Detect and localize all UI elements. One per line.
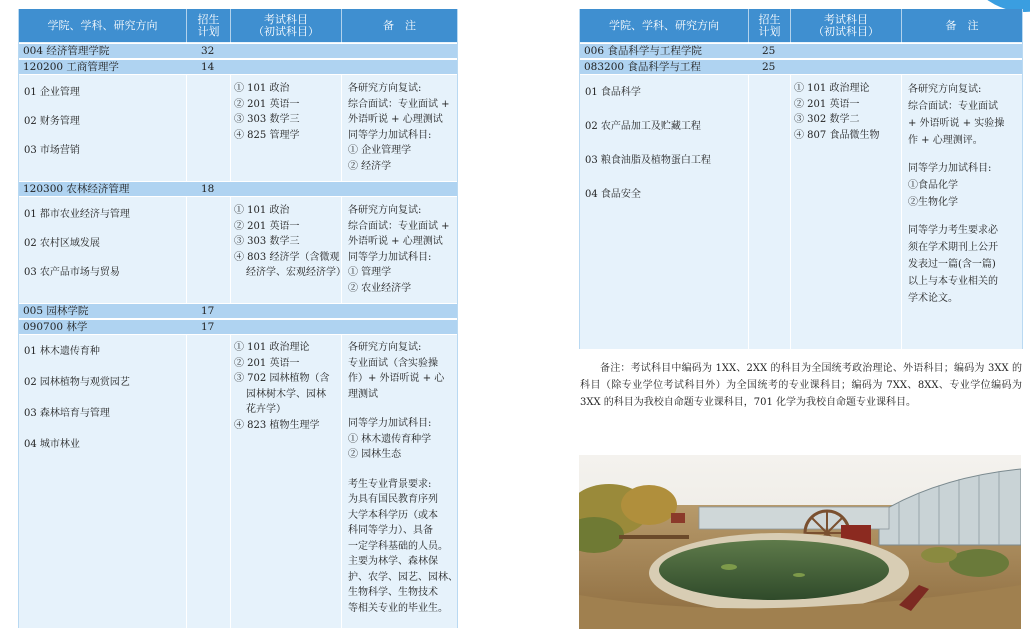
admissions-table-left [18, 9, 458, 628]
college-row: 005 园林学院 17 [19, 303, 457, 319]
list-item: 03 市场营销 [24, 145, 80, 156]
remarks: 各研究方向复试: 综合面试：专业面试 + 外语听说 + 心理测试 同等学力加试科目: ① 管理学 ② 农业经济学 [348, 205, 450, 294]
exam-subjects: ① 101 政治 ② 201 英语一 ③ 303 数学三 ④ 825 管理学 [234, 83, 300, 141]
remarks: 各研究方向复试: 专业面试（含实验操 作）+ 外语听说 + 心 理测试 同等学力加试科目: ① 林木遗传育种学 ② 园林生态 考生专业背景要求: 为具有国民教育序列 大学本科学历（或本 科同等学力）、具备 一定学科基础的人员。 主要为林学、森林保 护、农学、园艺、园林、 生物科学、生物技术 等相关专业的毕业生。 [348, 342, 458, 614]
exam-subjects: ① 101 政治理论 ② 201 英语一 ③ 302 数学二 ④ 807 食品微生物 [794, 83, 880, 141]
list-item: 04 城市林业 [24, 439, 80, 450]
college-row: 004 经济管理学院 32 [19, 43, 457, 59]
list-item: 01 食品科学 [585, 87, 641, 98]
list-item: 01 都市农业经济与管理 [24, 209, 130, 220]
college-row: 006 食品科学与工程学院 25 [580, 43, 1022, 59]
remarks: 各研究方向复试: 综合面试：专业面试 + 外语听说 + 实验操 作 + 心理测评。 同等学力加试科目: ①食品化学 ②生物化学 同等学力考生要求必 须在学术期刊上公开 发表过一篇(含一篇) 以上与本专业相关的 学术论文。 [908, 84, 1005, 304]
list-item: 04 食品安全 [585, 189, 641, 200]
campus-garden-photo [579, 455, 1021, 629]
header-plan: 招生 计划 [758, 12, 781, 38]
list-item: 03 农产品市场与贸易 [24, 267, 120, 278]
admissions-table-right [579, 9, 1023, 349]
table-header [19, 9, 457, 42]
discipline-row: 083200 食品科学与工程 25 [580, 59, 1022, 75]
header-college: 学院、学科、研究方向 [609, 18, 719, 32]
list-item: 02 农产品加工及贮藏工程 [585, 121, 701, 132]
discipline-row: 120300 农林经济管理 18 [19, 181, 457, 197]
remarks: 各研究方向复试: 综合面试：专业面试 + 外语听说 + 心理测试 同等学力加试科目: ① 企业管理学 ② 经济学 [348, 83, 450, 172]
list-item: 02 财务管理 [24, 116, 80, 127]
table-header [580, 9, 1022, 42]
header-remark: 备 注 [945, 18, 979, 32]
discipline-row: 090700 林学 17 [19, 319, 457, 335]
header-exam: 考试科目 （初试科目） [253, 12, 319, 38]
header-remark: 备 注 [383, 18, 416, 32]
header-college: 学院、学科、研究方向 [47, 18, 158, 32]
list-item: 01 林木遗传育种 [24, 346, 100, 357]
list-item: 03 粮食油脂及植物蛋白工程 [585, 155, 711, 166]
discipline-row: 120200 工商管理学 14 [19, 59, 457, 75]
footnote: 备注：考试科目中编码为 1XX、2XX 的科目为全国统考政治理论、外语科目；编码为 3XX 的科目（除专业学位考试科目外）为全国统考的专业课科目；编码为 7XX、8XX、专业学位编码为 3XX 的科目为我校自命题专业课科目，701 化学为我校自命题专业课科目。 [580, 363, 1022, 408]
exam-subjects: ① 101 政治理论 ② 201 英语一 ③ 702 园林植物（含 园林树木学、园林 花卉学） ④ 823 植物生理学 [234, 342, 330, 431]
exam-subjects: ① 101 政治 ② 201 英语一 ③ 303 数学三 ④ 803 经济学（含微观 经济学、宏观经济学） [234, 205, 346, 278]
list-item: 03 森林培育与管理 [24, 408, 110, 419]
garden-illustration [579, 455, 1021, 629]
list-item: 02 园林植物与观赏园艺 [24, 377, 130, 388]
header-exam: 考试科目 （初试科目） [813, 12, 879, 38]
list-item: 01 企业管理 [24, 87, 80, 98]
list-item: 02 农村区域发展 [24, 238, 100, 249]
header-plan: 招生 计划 [197, 12, 220, 38]
